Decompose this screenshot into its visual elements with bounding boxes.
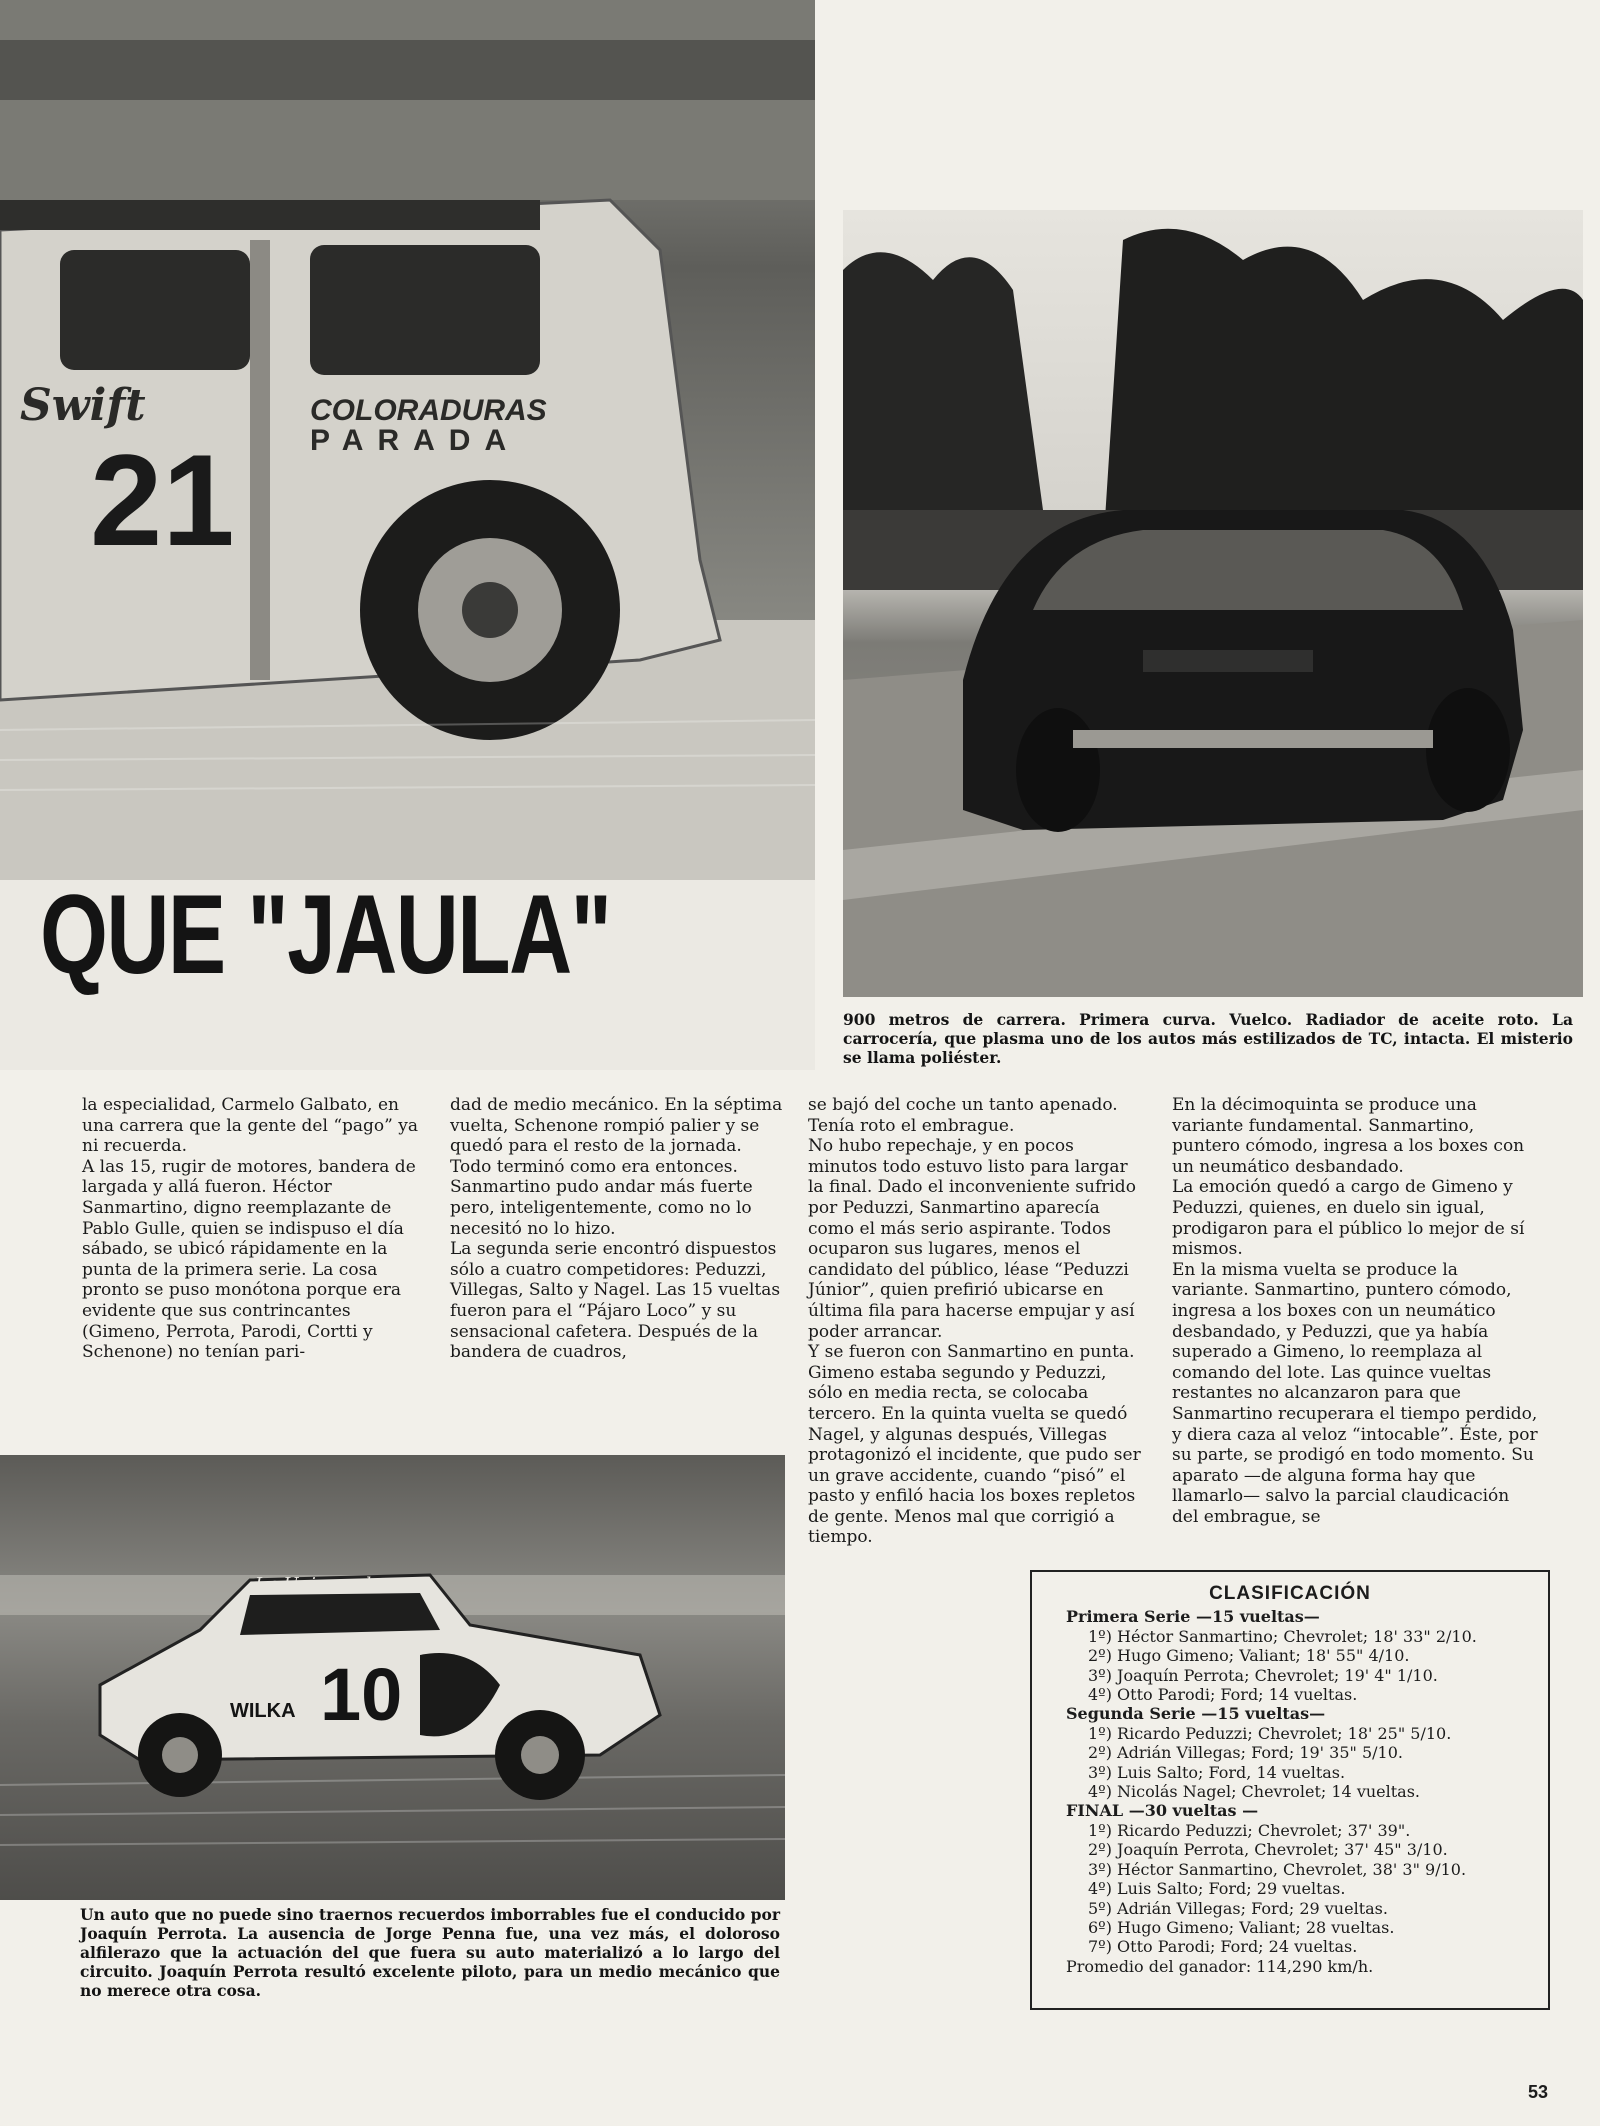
article-paragraph: dad de medio mecánico. En la séptima vuelta, Schenone rompió palier y se quedó para el resto de la jornada. Todo terminó como era entonces. Sanmartino pudo andar más fuerte pero, inteligentemente, como no lo necesitó no lo hizo. [450,1095,783,1239]
car-10-text-1: WILKA [230,1700,296,1722]
group-heading: Primera Serie —15 vueltas— [1066,1607,1320,1627]
article-paragraph: La segunda serie encontró dispuestos sólo a cuatro competidores: Peduzzi, Villegas, Salto y Nagel. Las 15 vueltas fueron para el “Pájaro Loco” y su sensacional cafetera. Después de la bandera de cuadros, [450,1239,781,1363]
clasificacion-group [1056,1801,1524,1956]
result-entry: 2º) Adrián Villegas; Ford; 19' 35" 5/10. [1088,1743,1403,1763]
article-column-2 [450,1095,785,1363]
result-entry: 2º) Joaquín Perrota, Chevrolet; 37' 45" 3/10. [1088,1840,1448,1860]
result-entry: 5º) Adrián Villegas; Ford; 29 vueltas. [1088,1898,1388,1918]
clasificacion-group [1056,1704,1524,1801]
result-entry: 3º) Héctor Sanmartino, Chevrolet, 38' 3" 9/10. [1088,1859,1467,1879]
caption-curve-photo: 900 metros de carrera. Primera curva. Vuelco. Radiador de aceite roto. La carrocería, que plasma uno de los autos más estilizados de TC, intacta. El misterio se llama poliéster. [843,1010,1573,1067]
car-10-illustration [0,1455,785,1900]
article-column-3 [808,1095,1145,1548]
article-paragraph: En la misma vuelta se produce la variante. Sanmartino, puntero cómodo, ingresa a los boxes con un neumático desbandado, y Peduzzi, que ya había superado a Gimeno, lo reemplaza al comando del lote. Las quince vueltas restantes no alcanzaron para que Sanmartino recuperara el tiempo perdido, y diera caza al veloz “intocable”. Éste, por su parte, se prodigó en todo momento. Su aparato —de alguna forma hay que llamarlo— salvo la parcial claudicación del embrague, se [1172,1259,1538,1527]
car-21-text-2: PARADA [310,424,521,457]
clasificacion-group [1056,1607,1524,1704]
clasificacion-box [1030,1570,1550,2010]
car-21-number: 21 [90,427,235,573]
page-number: 53 [1528,2082,1549,2102]
article-paragraph: se bajó del coche un tanto apenado. Tenía roto el embrague. [808,1095,1118,1136]
result-entry: 4º) Nicolás Nagel; Chevrolet; 14 vueltas. [1088,1782,1421,1802]
result-entry: 3º) Luis Salto; Ford, 14 vueltas. [1088,1762,1346,1782]
result-entry: 1º) Héctor Sanmartino; Chevrolet; 18' 33" 2/10. [1088,1626,1477,1646]
article-paragraph: No hubo repechaje, y en pocos minutos todo estuvo listo para largar la final. Dado el inconveniente sufrido por Peduzzi, Sanmartino aparecía como el más serio aspirante. Todos ocuparon sus lugares, menos el candidato del público, léase “Peduzzi Júnior”, quien prefirió ubicarse en última fila para hacerse empujar y así poder arrancar. [808,1136,1136,1342]
photo-car-10 [0,1455,785,1900]
result-entry: 7º) Otto Parodi; Ford; 24 vueltas. [1088,1937,1358,1957]
article-paragraph: la especialidad, Carmelo Galbato, en una carrera que la gente del “pago” ya ni recuerda. [82,1095,418,1157]
car-curve-illustration [843,210,1583,997]
result-entry: 1º) Ricardo Peduzzi; Chevrolet; 37' 39". [1088,1820,1411,1840]
car-10-number: 10 [320,1653,403,1736]
caption-car-10-photo: Un auto que no puede sino traernos recuerdos imborrables fue el conducido por Joaquín Perrota. La ausencia de Jorge Penna fue, una vez más, el doloroso alfilerazo que la actuación del que fuera su auto materializó a lo largo del circuito. Joaquín Perrota resultó excelente piloto, para un medio mecánico que no merece otra cosa. [80,1905,780,2000]
result-entry: 4º) Luis Salto; Ford; 29 vueltas. [1088,1879,1346,1899]
article-paragraph: En la décimoquinta se produce una variante fundamental. Sanmartino, puntero cómodo, ingresa a los boxes con un neumático desbandado. [1172,1095,1525,1177]
winner-average: Promedio del ganador: 114,290 km/h. [1066,1956,1374,1976]
photo-car-curve [843,210,1583,997]
result-entry: 6º) Hugo Gimeno; Valiant; 28 vueltas. [1088,1917,1395,1937]
article-column-4 [1172,1095,1538,1527]
clasificacion-title: CLASIFICACIÓN [1209,1583,1371,1604]
car-21-text-brand: Swift [20,380,146,431]
group-heading: FINAL —30 vueltas — [1066,1801,1259,1821]
result-entry: 3º) Joaquín Perrota; Chevrolet; 19' 4" 1/10. [1088,1665,1438,1685]
result-entry: 1º) Ricardo Peduzzi; Chevrolet; 18' 25" 5/10. [1088,1723,1452,1743]
car-10-text-2: La Universal [255,1574,372,1595]
article-paragraph: La emoción quedó a cargo de Gimeno y Peduzzi, quienes, en duelo sin igual, prodigaron para el público lo mejor de sí mismos. [1172,1177,1525,1260]
article-column-1 [82,1095,427,1363]
result-entry: 4º) Otto Parodi; Ford; 14 vueltas. [1088,1685,1358,1705]
group-heading: Segunda Serie —15 vueltas— [1066,1704,1326,1724]
result-entry: 2º) Hugo Gimeno; Valiant; 18' 55" 4/10. [1088,1646,1410,1666]
headline: QUE "JAULA" [40,872,611,997]
car-21-text-1: COLORADURAS [310,394,547,427]
article-paragraph: Y se fueron con Sanmartino en punta. Gimeno estaba segundo y Peduzzi, sólo en media recta, se colocaba tercero. En la quinta vuelta se quedó Nagel, y algunas después, Villegas protagonizó el incidente, que pudo ser un grave accidente, cuando “pisó” el pasto y enfiló hacia los boxes repletos de gente. Menos mal que corrigió a tiempo. [808,1342,1141,1548]
article-paragraph: A las 15, rugir de motores, bandera de largada y allá fueron. Héctor Sanmartino, digno reemplazante de Pablo Gulle, quien se indispuso el día sábado, se ubicó rápidamente en la punta de la primera serie. La cosa pronto se puso monótona porque era evidente que sus contrincantes (Gimeno, Perrota, Parodi, Cortti y Schenone) no tenían pari- [82,1156,416,1363]
